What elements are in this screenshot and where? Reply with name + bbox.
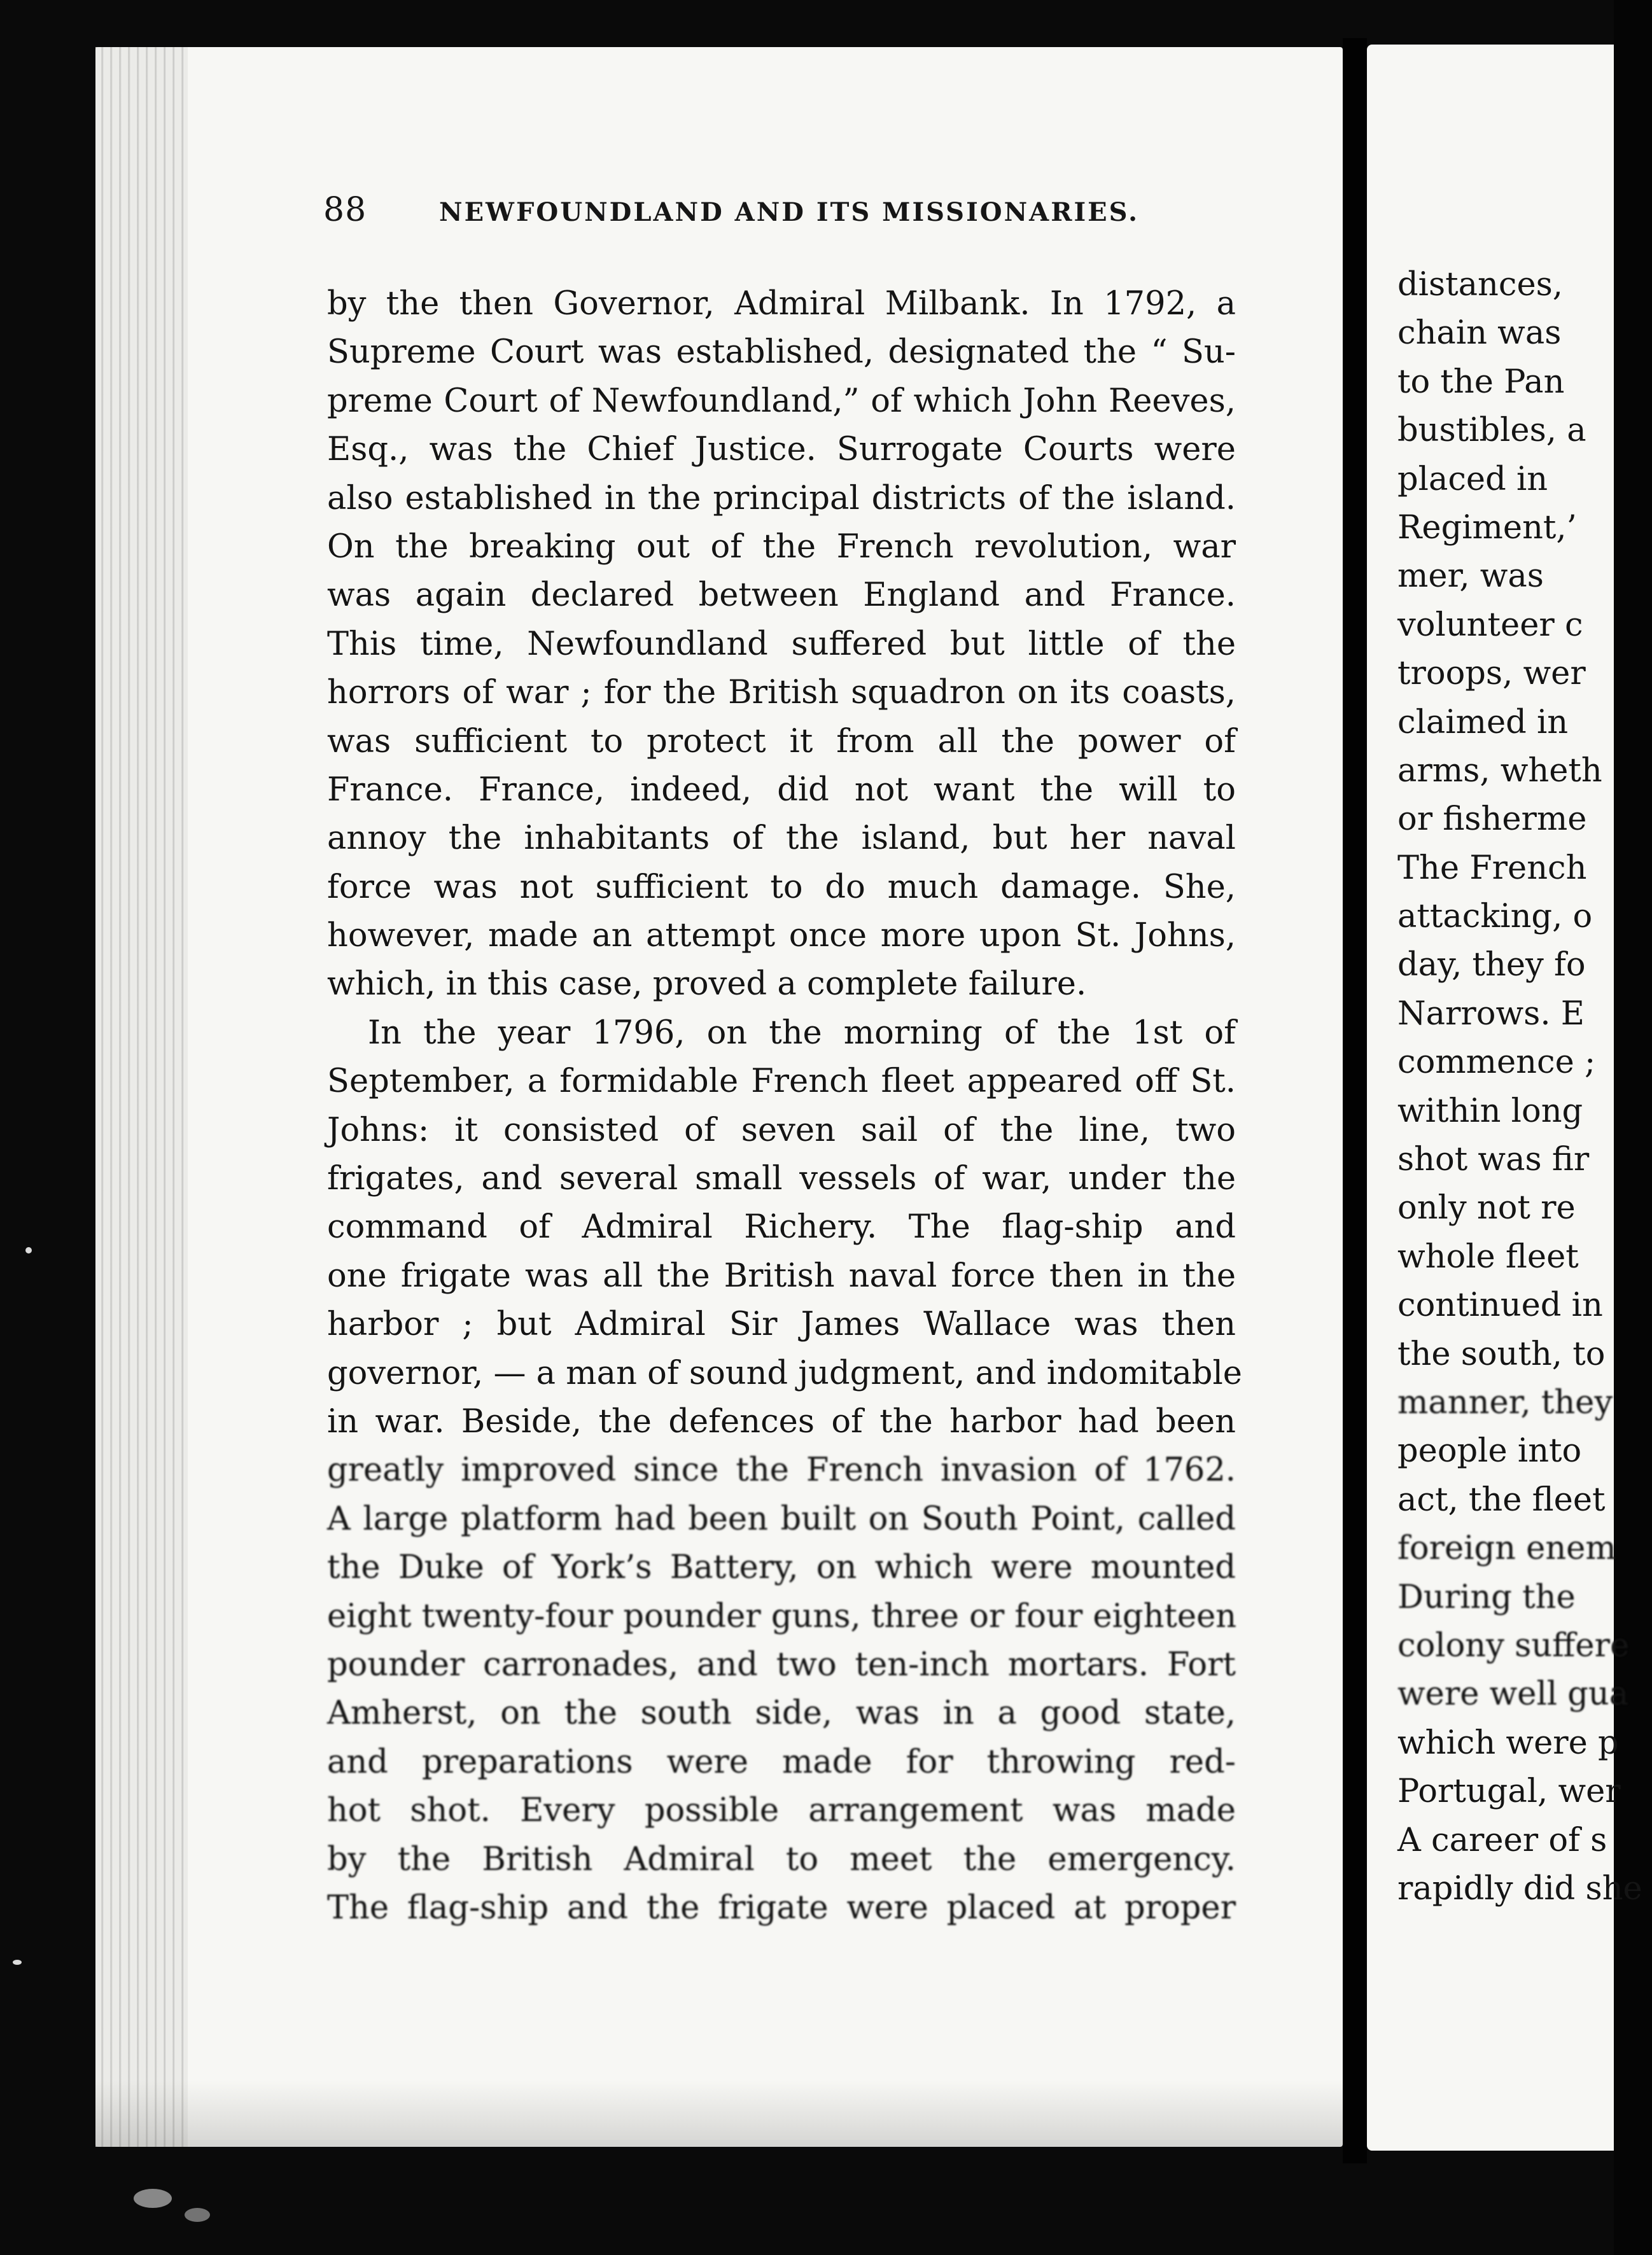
text-line: commence ; xyxy=(1397,1044,1596,1082)
text-line: by the then Governor, Admiral Milbank. In 1792, a xyxy=(327,285,1236,323)
text-line: the south, to xyxy=(1397,1335,1606,1373)
text-line: bustibles, a xyxy=(1397,412,1586,450)
text-line: greatly improved since the French invasion of 1762. xyxy=(327,1451,1236,1490)
text-line: harbor ; but Admiral Sir James Wallace was then xyxy=(327,1306,1236,1344)
text-line: A career of s xyxy=(1397,1821,1607,1859)
text-line: September, a formidable French fleet appeared off St. xyxy=(327,1063,1236,1101)
text-line: preme Court of Newfoundland,” of which John Reeves, xyxy=(327,382,1236,420)
left-page-text xyxy=(327,280,1242,1932)
text-line: which, in this case, proved a complete failure. xyxy=(327,965,1087,1003)
text-line: distances, xyxy=(1397,266,1564,304)
text-line: annoy the inhabitants of the island, but her naval xyxy=(327,820,1236,858)
text-line: During the xyxy=(1397,1578,1576,1616)
page-edges xyxy=(95,47,188,2147)
text-line: France. France, indeed, did not want the will to xyxy=(327,771,1236,809)
text-line: in war. Beside, the defences of the harbor had been xyxy=(327,1402,1236,1441)
text-line: eight twenty-four pounder guns, three or four eighteen xyxy=(327,1597,1237,1635)
text-line: which were p xyxy=(1397,1724,1619,1762)
text-line: chain was xyxy=(1397,314,1562,353)
text-line: mer, was xyxy=(1397,557,1544,596)
text-line: horrors of war ; for the British squadron on its coasts, xyxy=(327,674,1236,712)
text-line: were well gua xyxy=(1397,1675,1629,1714)
scan-speck xyxy=(13,1960,22,1965)
text-line: frigates, and several small vessels of war, under the xyxy=(327,1160,1236,1198)
running-head xyxy=(323,191,1252,235)
text-line: hot shot. Every possible arrangement was made xyxy=(327,1792,1236,1830)
page-number: 88 xyxy=(323,191,367,229)
text-line: command of Admiral Richery. The flag-ship and xyxy=(327,1208,1236,1246)
text-line: however, made an attempt once more upon St. Johns, xyxy=(327,917,1236,955)
text-line: Narrows. E xyxy=(1397,995,1585,1033)
text-line: arms, wheth xyxy=(1397,751,1602,790)
text-line: Esq., was the Chief Justice. Surrogate Courts were xyxy=(327,431,1236,469)
text-line: governor, — a man of sound judgment, and indomitable xyxy=(327,1354,1242,1392)
text-line: This time, Newfoundland suffered but little of the xyxy=(327,625,1236,663)
book-binding-gutter xyxy=(1343,38,1367,2163)
text-line: foreign enem xyxy=(1397,1530,1616,1568)
paragraph-start-line: In the year 1796, on the morning of the 1st of xyxy=(368,1014,1236,1052)
text-line: colony suffere xyxy=(1397,1626,1630,1665)
text-line: by the British Admiral to meet the emergency. xyxy=(327,1840,1236,1878)
text-line: force was not sufficient to do much damage. She, xyxy=(327,868,1236,906)
running-head-title: NEWFOUNDLAND AND ITS MISSIONARIES. xyxy=(439,197,1140,227)
text-line: The French xyxy=(1397,849,1587,887)
text-line: attacking, o xyxy=(1397,898,1593,936)
text-line: Supreme Court was established, designated the “ Su- xyxy=(327,333,1236,372)
text-line: whole fleet xyxy=(1397,1238,1579,1276)
text-line: one frigate was all the British naval force then in the xyxy=(327,1257,1236,1295)
text-line: Portugal, wer xyxy=(1397,1773,1621,1811)
text-line: shot was fir xyxy=(1397,1141,1590,1179)
text-line: only not re xyxy=(1397,1189,1576,1227)
text-line: rapidly did she xyxy=(1397,1869,1642,1908)
page-bottom-shadow xyxy=(95,2081,1343,2147)
text-line: claimed in xyxy=(1397,703,1569,741)
text-line: volunteer c xyxy=(1397,606,1583,644)
right-page-text xyxy=(1397,261,1652,1913)
text-line: act, the fleet xyxy=(1397,1481,1606,1519)
text-line: within long xyxy=(1397,1092,1583,1130)
text-line: or fisherme xyxy=(1397,800,1587,839)
text-line: the Duke of York’s Battery, on which were mounted xyxy=(327,1549,1236,1587)
text-line: to the Pan xyxy=(1397,363,1565,401)
text-line: Amherst, on the south side, was in a good state, xyxy=(327,1694,1236,1733)
text-line: also established in the principal districts of the island. xyxy=(327,479,1236,517)
scan-speck xyxy=(25,1247,32,1253)
text-line: On the breaking out of the French revolution, war xyxy=(327,527,1236,566)
text-line: was sufficient to protect it from all the power of xyxy=(327,722,1236,760)
text-line: placed in xyxy=(1397,460,1548,498)
text-line: and preparations were made for throwing red- xyxy=(327,1743,1236,1781)
scan-speck xyxy=(185,2208,210,2222)
scan-speck xyxy=(134,2189,172,2208)
text-line: A large platform had been built on South Point, called xyxy=(327,1500,1236,1538)
text-line: manner, they xyxy=(1397,1383,1613,1421)
text-line: The flag-ship and the frigate were placed at proper xyxy=(327,1888,1236,1927)
text-line: Johns: it consisted of seven sail of the line, two xyxy=(327,1111,1236,1149)
text-line: people into xyxy=(1397,1432,1582,1470)
text-line: Regiment,’ xyxy=(1397,508,1577,547)
text-line: was again declared between England and France. xyxy=(327,576,1236,615)
text-line: continued in xyxy=(1397,1287,1603,1325)
text-line: pounder carronades, and two ten-inch mortars. Fort xyxy=(327,1645,1236,1684)
text-line: troops, wer xyxy=(1397,655,1586,693)
text-line: day, they fo xyxy=(1397,946,1586,984)
